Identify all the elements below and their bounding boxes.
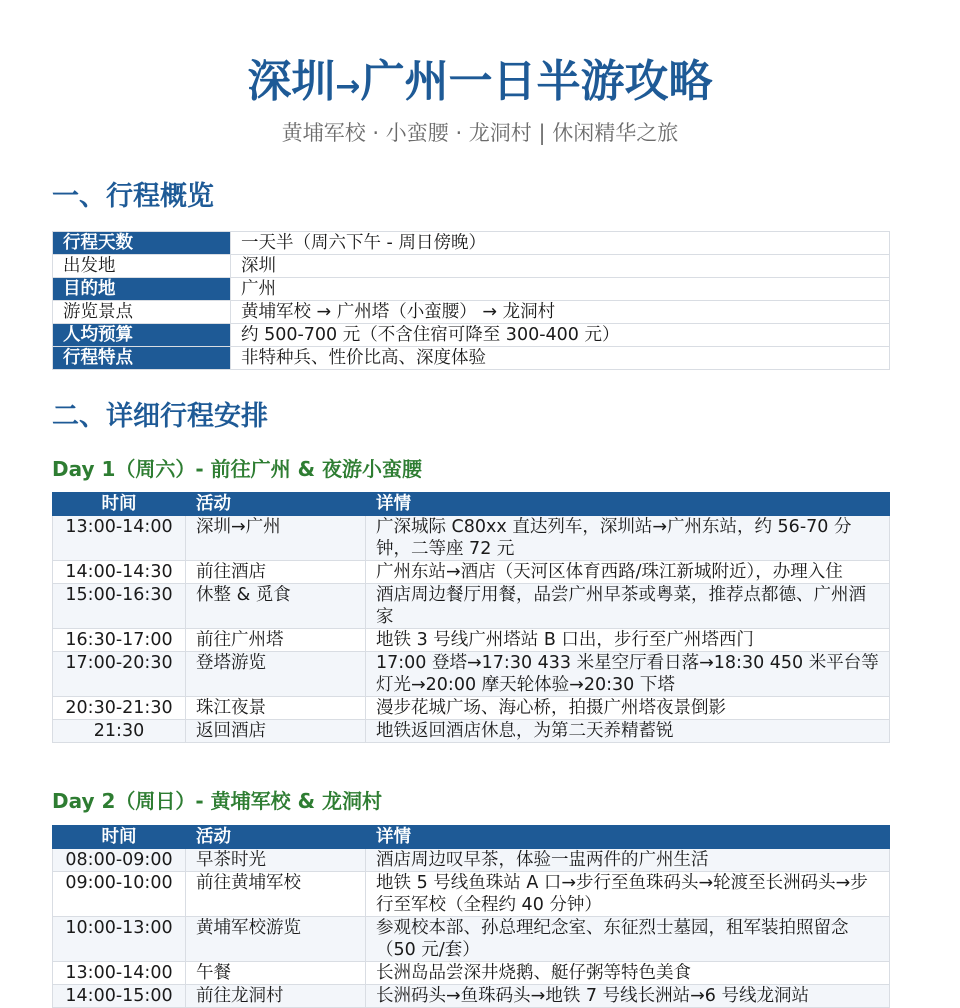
cell-detail: 地铁 3 号线广州塔站 B 口出，步行至广州塔西门 (366, 629, 890, 652)
col-header-time: 时间 (53, 493, 186, 516)
cell-detail: 地铁返回酒店休息，为第二天养精蓄锐 (366, 720, 890, 743)
page-title (0, 52, 960, 117)
col-header-time: 时间 (53, 826, 186, 849)
overview-row (53, 278, 890, 301)
cell-time: 10:00-13:00 (53, 917, 186, 962)
cell-time: 13:00-14:00 (53, 962, 186, 985)
cell-detail: 广州东站→酒店（天河区体育西路/珠江新城附近），办理入住 (366, 561, 890, 584)
table-row (53, 720, 890, 743)
cell-activity: 深圳→广州 (186, 516, 366, 561)
table-row (53, 584, 890, 629)
table-row (53, 561, 890, 584)
day2-table-body (53, 849, 890, 1008)
col-header-activity: 活动 (186, 826, 366, 849)
cell-activity: 午餐 (186, 962, 366, 985)
cell-detail: 长洲岛品尝深井烧鹅、艇仔粥等特色美食 (366, 962, 890, 985)
col-header-detail: 详情 (366, 826, 890, 849)
cell-detail: 地铁 5 号线鱼珠站 A 口→步行至鱼珠码头→轮渡至长洲码头→步行至军校（全程约 40 分钟） (366, 872, 890, 917)
cell-time: 16:30-17:00 (53, 629, 186, 652)
table-row (53, 652, 890, 697)
overview-table-body (53, 232, 890, 370)
cell-detail: 漫步花城广场、海心桥，拍摄广州塔夜景倒影 (366, 697, 890, 720)
day1-table-body (53, 516, 890, 743)
col-header-activity: 活动 (186, 493, 366, 516)
day1-table (52, 492, 890, 743)
overview-row (53, 301, 890, 324)
cell-activity: 返回酒店 (186, 720, 366, 743)
overview-value: 约 500-700 元（不含住宿可降至 300-400 元） (231, 324, 890, 347)
title-part-origin: 深圳 (247, 56, 336, 107)
day2-heading: Day 2（周日）- 黄埔军校 & 龙洞村 (52, 789, 383, 813)
cell-detail: 17:00 登塔→17:30 433 米星空厅看日落→18:30 450 米平台等灯光→20:00 摩天轮体验→20:30 下塔 (366, 652, 890, 697)
cell-detail: 酒店周边餐厅用餐，品尝广州早茶或粤菜，推荐点都德、广州酒家 (366, 584, 890, 629)
overview-key: 出发地 (53, 255, 231, 278)
cell-activity: 登塔游览 (186, 652, 366, 697)
overview-value: 广州 (231, 278, 890, 301)
table-header-row (53, 826, 890, 849)
cell-activity: 黄埔军校游览 (186, 917, 366, 962)
overview-heading: 一、行程概览 (52, 181, 214, 212)
cell-detail: 长洲码头→鱼珠码头→地铁 7 号线长洲站→6 号线龙洞站 (366, 985, 890, 1008)
overview-value: 一天半（周六下午 - 周日傍晚） (231, 232, 890, 255)
day2-table (52, 825, 890, 1008)
overview-key: 人均预算 (53, 324, 231, 347)
col-header-detail: 详情 (366, 493, 890, 516)
table-row (53, 629, 890, 652)
overview-value: 黄埔军校 → 广州塔（小蛮腰） → 龙洞村 (231, 301, 890, 324)
table-row (53, 516, 890, 561)
cell-time: 15:00-16:30 (53, 584, 186, 629)
overview-row (53, 324, 890, 347)
cell-activity: 珠江夜景 (186, 697, 366, 720)
title-part-destination: 广州一日半游攻略 (360, 56, 713, 107)
cell-time: 14:00-15:00 (53, 985, 186, 1008)
table-row (53, 962, 890, 985)
cell-activity: 前往酒店 (186, 561, 366, 584)
cell-detail: 酒店周边叹早茶，体验一盅两件的广州生活 (366, 849, 890, 872)
schedule-heading: 二、详细行程安排 (52, 401, 268, 432)
cell-activity: 早茶时光 (186, 849, 366, 872)
table-row (53, 872, 890, 917)
cell-time: 09:00-10:00 (53, 872, 186, 917)
title-arrow: → (335, 69, 361, 104)
cell-activity: 休整 & 觅食 (186, 584, 366, 629)
cell-time: 13:00-14:00 (53, 516, 186, 561)
overview-row (53, 255, 890, 278)
cell-time: 08:00-09:00 (53, 849, 186, 872)
cell-time: 14:00-14:30 (53, 561, 186, 584)
table-row (53, 985, 890, 1008)
overview-value: 非特种兵、性价比高、深度体验 (231, 347, 890, 370)
cell-activity: 前往广州塔 (186, 629, 366, 652)
table-row (53, 697, 890, 720)
cell-time: 17:00-20:30 (53, 652, 186, 697)
overview-key: 游览景点 (53, 301, 231, 324)
overview-row (53, 347, 890, 370)
overview-key: 行程特点 (53, 347, 231, 370)
overview-value: 深圳 (231, 255, 890, 278)
cell-activity: 前往黄埔军校 (186, 872, 366, 917)
cell-detail: 广深城际 C80xx 直达列车，深圳站→广州东站，约 56-70 分钟，二等座 72 元 (366, 516, 890, 561)
cell-time: 21:30 (53, 720, 186, 743)
table-row (53, 917, 890, 962)
page-subtitle: 黄埔军校 · 小蛮腰 · 龙洞村 | 休闲精华之旅 (281, 121, 679, 145)
table-header-row (53, 493, 890, 516)
cell-activity: 前往龙洞村 (186, 985, 366, 1008)
table-row (53, 849, 890, 872)
cell-detail: 参观校本部、孙总理纪念室、东征烈士墓园，租军装拍照留念（50 元/套） (366, 917, 890, 962)
overview-row (53, 232, 890, 255)
day1-heading: Day 1（周六）- 前往广州 & 夜游小蛮腰 (52, 457, 423, 481)
overview-key: 行程天数 (53, 232, 231, 255)
overview-key: 目的地 (53, 278, 231, 301)
overview-table (52, 231, 890, 370)
cell-time: 20:30-21:30 (53, 697, 186, 720)
